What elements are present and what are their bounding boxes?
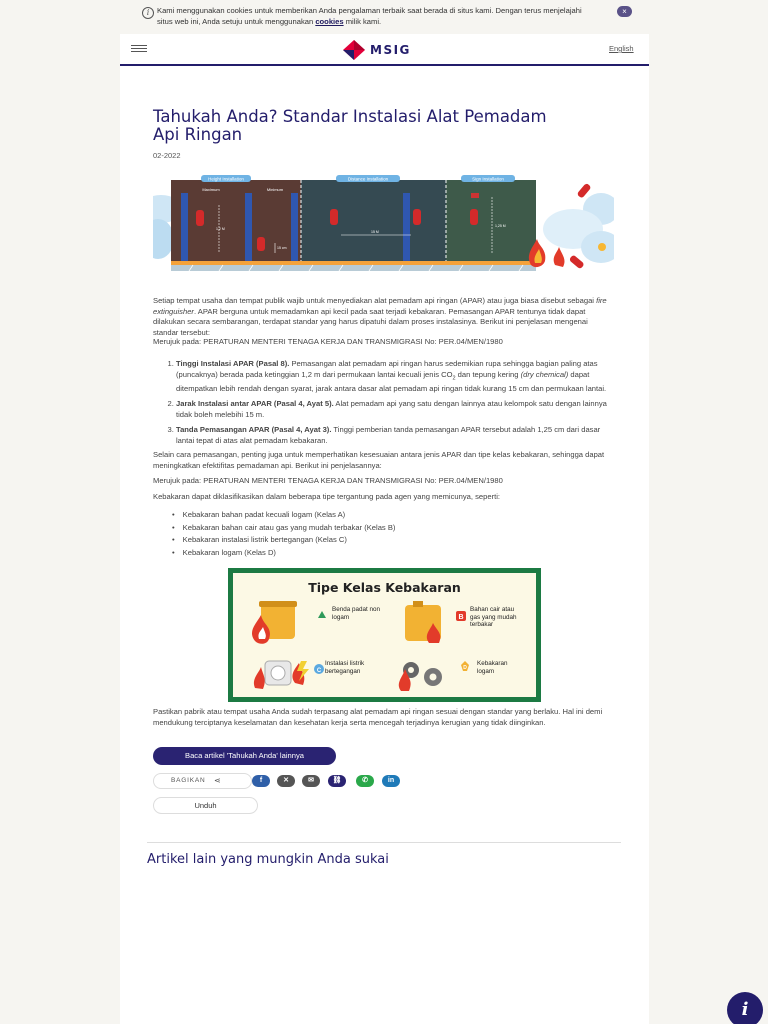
intro-italic: fire extinguisher: [153, 296, 607, 316]
article-title: Tahukah Anda? Standar Instalasi Alat Pemadam Api Ringan: [153, 107, 547, 144]
step-text: dan tepung kering: [455, 369, 521, 379]
fire-types-list: [172, 509, 572, 560]
cookie-message: Kami menggunakan cookies untuk memberikan Anda pengalaman terbaik saat berada di situs kami. Dengan terus menjelajahi situs web ini, Anda setuju untuk menggunakan: [157, 6, 582, 26]
step-subscript: 2: [452, 375, 456, 382]
hero-label-sign: Sign Installation: [472, 176, 504, 182]
intro-paragraph: [153, 296, 615, 338]
x-icon[interactable]: ✕: [277, 775, 295, 787]
list-item: • Kebakaran instalasi listrik bertegangan (Kelas C): [172, 534, 572, 547]
help-icon[interactable]: i: [727, 992, 763, 1024]
intro-text-2: . APAR berguna untuk memadamkan api kecil pada saat terjadi kebakaran. Pemasangan APAR tentunya tidak dapat dilakukan secara sembarangan, terdapat standar yang harus dipatuhi dalam proses instalasinya. Berikut ini penjelasan mengenai standar tersebut:: [153, 306, 588, 337]
linkedin-icon[interactable]: in: [382, 775, 400, 787]
whatsapp-icon[interactable]: ✆: [356, 775, 374, 787]
section-divider: [147, 842, 621, 843]
step-text: dapat ditempatkan lebih rendah dengan syarat, jarak antara dasar alat pemadam api ringan tidak kurang 15 cm dan permukaan lantai.: [176, 369, 607, 393]
cookie-policy-link[interactable]: cookies: [315, 16, 344, 26]
menu-icon[interactable]: [131, 45, 147, 52]
infographic-title: Tipe Kelas Kebakaran: [308, 580, 461, 595]
related-articles-heading: Artikel lain yang mungkin Anda sukai: [147, 852, 389, 867]
list-item: [176, 425, 615, 446]
paragraph-2: Selain cara pemasangan, penting juga untuk memperhatikan kesesuaian antara jenis APAR dan tipe kelas kebakaran, sehingga dapat meningkatkan efektifitas pemadaman api. Berikut ini penjelasannya:: [153, 450, 605, 470]
facebook-icon[interactable]: f: [252, 775, 270, 787]
cookie-banner: [0, 0, 768, 34]
hero-label-maximum: Maximum: [202, 187, 220, 192]
hero-dim-floor: 15 cm: [277, 246, 287, 250]
class-b-label: Bahan cair atau gas yang mudah terbakar: [470, 606, 517, 628]
logo-mark-icon: [342, 39, 366, 61]
step-italic: (dry chemical): [520, 369, 569, 379]
hero-dim-height: 1,2 M: [216, 227, 225, 231]
msig-logo[interactable]: [342, 39, 432, 59]
class-c-label: Instalasi listrik bertegangan: [325, 660, 365, 675]
share-icon: ⋖: [214, 776, 222, 785]
language-link[interactable]: English: [609, 44, 634, 53]
hero-label-height: Height Installation: [208, 176, 244, 182]
step-text: Alat pemadam api yang satu dengan lainnya atau kelompok satu dengan lainnya tidak boleh melebihi 15 m.: [176, 399, 607, 419]
standards-list: [160, 359, 615, 451]
reference-2: Merujuk pada: PERATURAN MENTERI TENAGA KERJA DAN TRANSMIGRASI No: PER.04/MEN/1980: [153, 476, 503, 485]
brand-name: MSIG: [370, 43, 411, 57]
hero-dim-sign: 1,25 M: [495, 224, 506, 228]
svg-text:B: B: [458, 614, 464, 621]
article-page: [120, 34, 649, 1024]
class-a-label: Benda padat non logam: [332, 606, 380, 621]
fire-classes-infographic: [228, 568, 541, 702]
list-item: [176, 359, 615, 394]
class-d-label: Kebakaran logam: [477, 660, 508, 675]
step-text: Tinggi pemberian tanda pemasangan APAR tersebut adalah 1,25 cm dari dasar lantai tepat di atas alat pemadam kebakaran.: [176, 425, 601, 445]
paragraph-3: Kebakaran dapat diklasifikasikan dalam beberapa tipe tergantung pada agen yang memicunya, seperti:: [153, 492, 501, 501]
link-icon[interactable]: ⛓: [328, 775, 346, 787]
article-date: 02-2022: [153, 151, 181, 160]
list-item: • Kebakaran bahan cair atau gas yang mudah terbakar (Kelas B): [172, 522, 572, 535]
download-button[interactable]: Unduh: [153, 797, 258, 814]
cookie-text: [157, 6, 597, 27]
svg-text:C: C: [316, 668, 322, 674]
cookie-message-end: milik kami.: [343, 16, 382, 26]
intro-text: Setiap tempat usaha dan tempat publik wajib untuk menyediakan alat pemadam api ringan (APAR) atau juga biasa disebut sebagai: [153, 296, 597, 305]
step-title: Jarak Instalasi antar APAR (Pasal 4, Ayat 5).: [176, 399, 334, 409]
share-button[interactable]: [153, 773, 252, 789]
list-item: [176, 399, 615, 420]
hero-label-distance: Distance Installation: [347, 176, 389, 182]
hero-label-minimum: Minimum: [266, 187, 284, 192]
hero-dim-distance: 15 M: [371, 230, 379, 234]
step-title: Tinggi Instalasi APAR (Pasal 8).: [176, 359, 290, 368]
email-icon[interactable]: ✉: [302, 775, 320, 787]
list-item: • Kebakaran logam (Kelas D): [172, 547, 572, 560]
list-item: • Kebakaran bahan padat kecuali logam (Kelas A): [172, 509, 572, 522]
more-articles-button[interactable]: Baca artikel 'Tahukah Anda' lainnya: [153, 747, 336, 765]
closing-paragraph: Pastikan pabrik atau tempat usaha Anda sudah terpasang alat pemadam api ringan sesuai dengan standar yang berlaku. Hal ini demi mendukung terciptanya keselamatan dan kesehatan kerja serta mencegah terjadinya kerugian yang tidak diinginkan.: [153, 707, 603, 727]
svg-text:D: D: [463, 665, 467, 671]
info-icon: i: [142, 7, 154, 19]
fire-class-illustrations: [233, 573, 536, 697]
share-label: BAGIKAN: [171, 777, 206, 784]
step-text: Pemasangan alat pemadam api ringan harus sedemikian rupa sehingga bagian paling atas (puncaknya) berada pada ketinggian 1,2 m dari permukaan lantai kecuali jenis CO: [176, 359, 598, 379]
reference-1: Merujuk pada: PERATURAN MENTERI TENAGA KERJA DAN TRANSMIGRASI No: PER.04/MEN/1980: [153, 337, 503, 346]
hero-illustration: [153, 169, 614, 282]
close-icon[interactable]: ×: [617, 6, 632, 17]
site-header: [120, 34, 649, 66]
step-title: Tanda Pemasangan APAR (Pasal 4, Ayat 3).: [176, 425, 332, 435]
